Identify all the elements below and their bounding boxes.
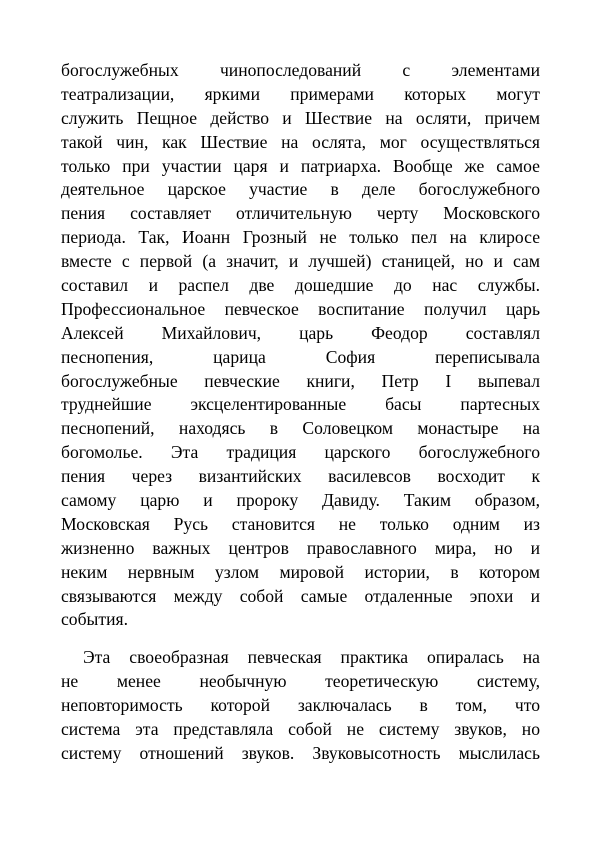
text-line: Эта своеобразная певческая практика опиралась на	[83, 647, 540, 667]
text-line: связываются между собой самые отдаленные эпохи и	[61, 585, 540, 606]
text-line: пения составляет отличительную черту Московского	[61, 203, 540, 224]
text-line: Алексей Михайлович, царь Феодор составлял	[61, 322, 540, 343]
text-line: только при участии царя и патриарха. Вообще же самое	[61, 155, 540, 176]
text-line: богослужебных чинопоследований с элементами	[61, 60, 540, 80]
text-line: такой чин, как Шествие на ослята, мог осуществляться	[61, 131, 540, 152]
text-line: песнопений, находясь в Соловецком монастыре на	[61, 418, 540, 439]
text-line: труднейшие эксцелентированные басы партесных	[61, 394, 540, 415]
text-line: Профессиональное певческое воспитание получил царь	[61, 298, 540, 319]
text-line: периода. Так, Иоанн Грозный не только пел на клиросе	[61, 227, 540, 248]
text-line: систему отношений звуков. Звуковысотность мыслилась	[61, 742, 540, 763]
text-line: театрализации, яркими примерами которых могут	[61, 83, 540, 104]
paragraph	[61, 646, 540, 765]
text-line: составил и распел две дошедшие до нас службы.	[61, 275, 540, 296]
paragraph	[61, 59, 540, 632]
text-line: система эта представляла собой не систему звуков, но	[61, 718, 540, 739]
text-line: Московская Русь становится не только одним из	[61, 513, 540, 534]
text-line: служить Пещное действо и Шествие на осляти, причем	[61, 107, 540, 128]
text-line: деятельное царское участие в деле богослужебного	[61, 179, 540, 200]
text-line: пения через византийских василевсов восходит к	[61, 466, 540, 487]
text-line: богослужебные певческие книги, Петр I выпевал	[61, 370, 540, 391]
text-line: жизненно важных центров православного мира, но и	[61, 537, 540, 558]
text-line: события.	[61, 609, 128, 630]
text-line: песнопения, царица София переписывала	[61, 346, 540, 367]
text-line: неким нервным узлом мировой истории, в котором	[61, 561, 540, 582]
text-line: самому царю и пророку Давиду. Таким образом,	[61, 490, 540, 511]
text-line: вместе с первой (а значит, и лучшей) станицей, но и сам	[61, 251, 540, 272]
text-line: неповторимость которой заключалась в том, что	[61, 694, 540, 715]
text-line: богомолье. Эта традиция царского богослужебного	[61, 442, 540, 463]
text-line: не менее необычную теоретическую систему,	[61, 670, 540, 691]
